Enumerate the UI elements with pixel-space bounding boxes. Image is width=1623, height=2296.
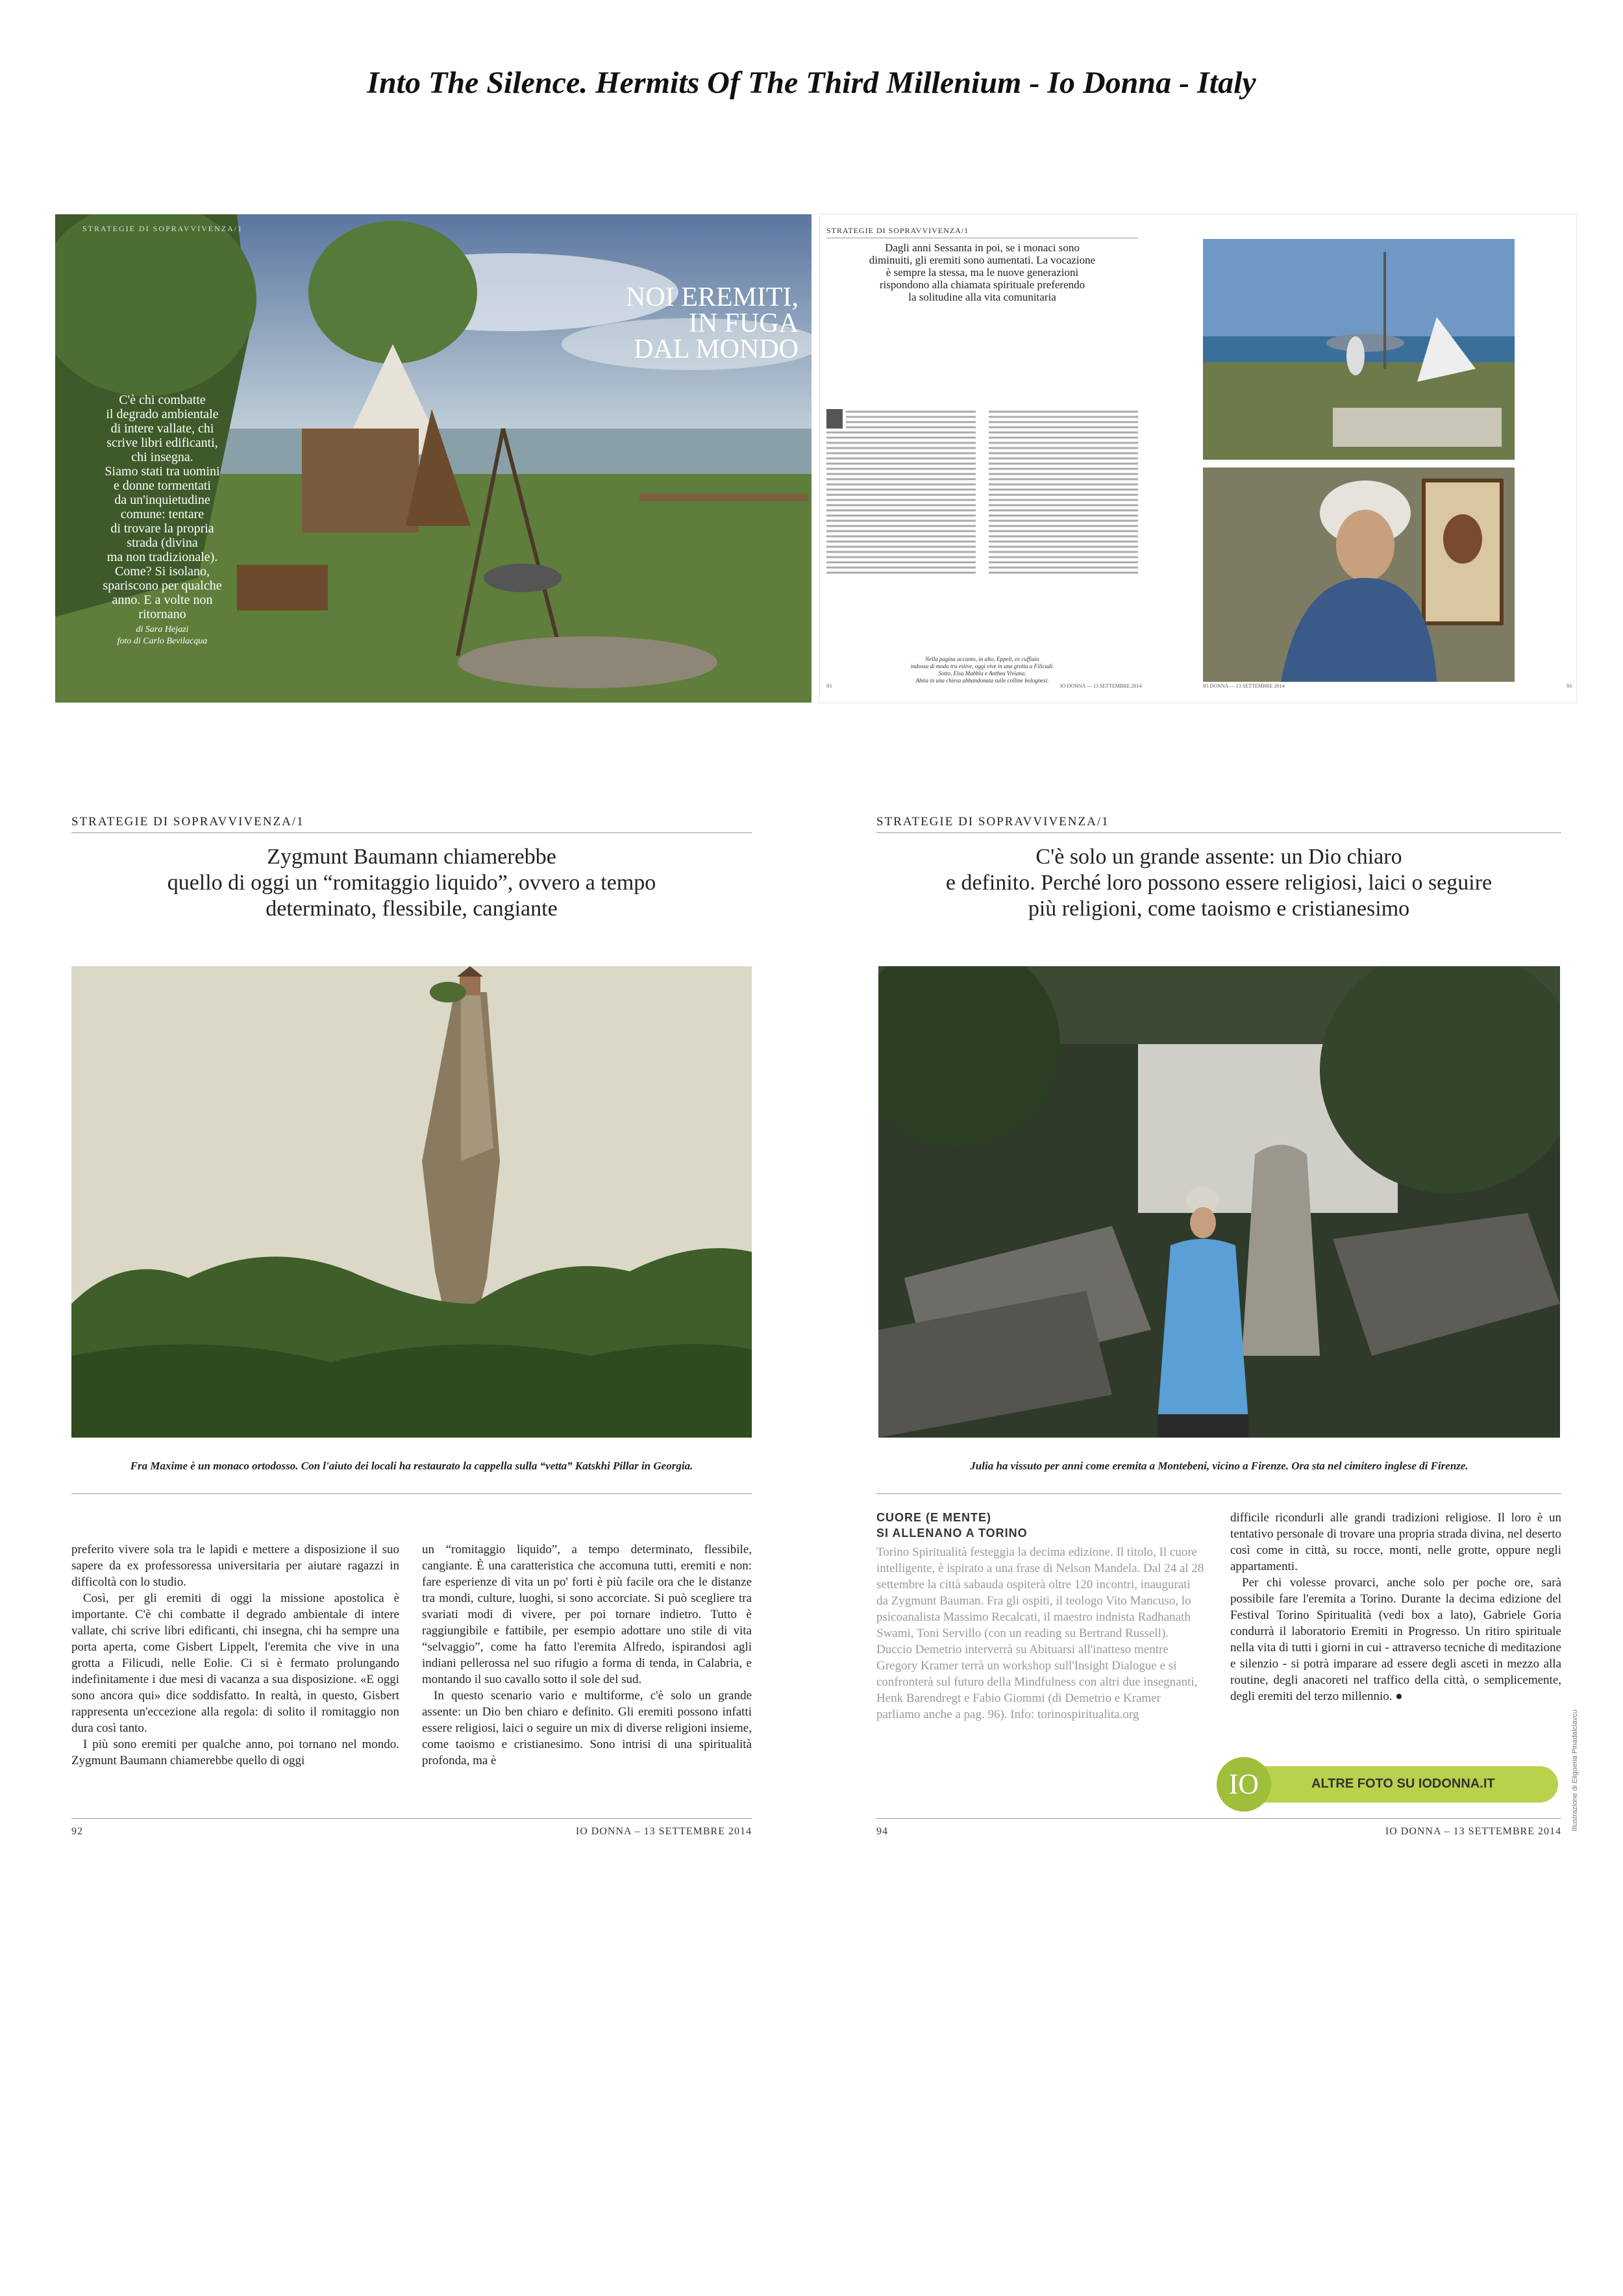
quote-line: rispondono alla chiamata spirituale preferendo [879, 279, 1085, 291]
spread-intro-line: il degrado ambientale [106, 407, 219, 421]
spread-right-quote [846, 242, 1119, 303]
io-donna-logo: IO [1217, 1757, 1271, 1812]
spread-folio: IO DONNA — 13 SETTEMBRE 2014 [1060, 683, 1142, 689]
caption-line: Abita in una chiesa abbandonata sulle colline bolognesi. [915, 677, 1049, 684]
quote-line: quello di oggi un “romitaggio liquido”, ovvero a tempo [167, 871, 656, 895]
more-photos-badge[interactable] [1220, 1766, 1558, 1803]
spread-intro-line: da un'inquietudine [114, 493, 210, 507]
divider [876, 1818, 1561, 1819]
divider [71, 1493, 752, 1494]
quote-line: diminuiti, gli eremiti sono aumentati. La vocazione [869, 254, 1096, 266]
spread-headline-line: DAL MONDO [634, 334, 799, 364]
spread-left-photo [55, 214, 812, 703]
quote-line: Zygmunt Baumann chiamerebbe [267, 845, 556, 869]
spread-intro-line: ritornano [138, 607, 186, 621]
quote-line: determinato, flessibile, cangiante [266, 897, 558, 921]
more-photos-label: ALTRE FOTO SU IODONNA.IT [1311, 1777, 1495, 1791]
spread-right-kicker: STRATEGIE DI SOPRAVVIVENZA/1 [826, 226, 969, 235]
paragraph: preferito vivere sola tra le lapidi e mettere a disposizione il suo sapere da ex professoressa universitaria per aiutare ragazzi in difficoltà con lo studio. [71, 1543, 399, 1589]
spread-kicker: STRATEGIE DI SOPRAVVIVENZA/1 [82, 224, 243, 233]
spread-headline [578, 284, 799, 362]
spread-intro-line: Siamo stati tra uomini [105, 464, 220, 479]
right-page-quote [876, 844, 1561, 922]
spread-intro-line: anno. E a volte non [112, 593, 213, 607]
divider [71, 832, 752, 833]
spread-right-page [820, 214, 1576, 703]
spread-intro-line: C'è chi combatte [119, 393, 206, 407]
spread-intro-line: di trovare la propria [110, 521, 214, 536]
quote-line: la solitudine alla vita comunitaria [908, 291, 1056, 303]
spread-intro-line: chi insegna. [131, 450, 193, 464]
spread-right-caption [885, 656, 1080, 684]
spread-intro-line: di intere vallate, chi [110, 421, 214, 436]
left-page-col2 [422, 1541, 752, 1769]
spread-headline-line: NOI EREMITI, [626, 282, 799, 312]
sidebar-box-title [876, 1510, 1201, 1541]
photo-katskhi-pillar [71, 966, 752, 1438]
divider [876, 832, 1561, 833]
left-page-quote [71, 844, 752, 922]
box-title-line: CUORE (E MENTE) [876, 1511, 991, 1524]
photo-filicudi [1203, 239, 1515, 460]
photo-anthea [1203, 468, 1515, 682]
spread-byline: di Sara Hejazi [136, 625, 189, 634]
caption-line: indossa di modo tra estive, oggi vive in una grotta a Filicudi. [910, 663, 1054, 669]
left-page-col1 [71, 1541, 399, 1769]
spread-photo-credit: foto di Carlo Bevilacqua [117, 636, 208, 646]
spread-folio: 93 [1567, 683, 1572, 689]
caption-line: Nella pagina accanto, in alto, Eppelt, ex cuffiaio [925, 656, 1039, 662]
paragraph: In questo scenario vario e multiforme, c'è solo un grande assente: un Dio ben chiaro e definito. Gli eremiti possono infatti essere religiosi, laici o seguire un mix di diverse religioni insieme, come taoismo e cristianesimo. Sono intrisi di una spiritualità profonda, ma è [422, 1689, 752, 1767]
quote-line: più religioni, come taoismo e cristianesimo [1028, 897, 1410, 921]
box-title-line: SI ALLENANO A TORINO [876, 1527, 1028, 1540]
quote-line: e definito. Perché loro possono essere religiosi, laici o seguire [945, 871, 1493, 895]
spread-body-columns [826, 409, 1138, 630]
paragraph: difficile ricondurli alle grandi tradizioni religiose. Il loro è un tentativo personale di trovare una propria strada divina, nel deserto così come in città, su rocce, monti, nelle grotte, oppure negli appartamenti. [1230, 1511, 1561, 1573]
right-page-col [1230, 1510, 1561, 1704]
spread-intro-line: ma non tradizionale). [106, 550, 218, 564]
spread-intro-line: comune: tentare [120, 507, 204, 521]
right-page-folio-text: IO DONNA – 13 SETTEMBRE 2014 [1385, 1826, 1561, 1837]
page-title: Into The Silence. Hermits Of The Third Millenium - Io Donna - Italy [367, 66, 1256, 100]
caption-line: Sotto, Elsa Mabbla e Anthea Viviana. [938, 670, 1026, 677]
spread-intro-line: e donne tormentati [114, 479, 211, 493]
quote-line: Dagli anni Sessanta in poi, se i monaci sono [885, 242, 1080, 254]
spread-intro-line: Come? Si isolano, [114, 564, 210, 579]
spread-headline-line: IN FUGA [688, 308, 799, 338]
quote-line: è sempre la stessa, ma le nuove generazioni [886, 266, 1079, 279]
paragraph: Per chi volesse provarci, anche solo per poche ore, sarà possibile fare l'eremita a Torino. Durante la decima edizione del Festival Torino Spiritualità (vedi box a lato), Gabriele Goria condurrà il laboratorio Eremiti in Progresso. Un ritiro spirituale nella vita di tutti i giorni in cui - attraverso tecniche di meditazione e silenzio - si potrà imparare ad essere degli asceti in mezzo alla routine, degli anacoreti nel traffico della città, o semplicemente, degli eremiti del terzo millennio. ● [1230, 1576, 1561, 1703]
photo-english-cemetery [878, 966, 1560, 1438]
paragraph: Così, per gli eremiti di oggi la missione apostolica è importante. C'è chi combatte il degrado ambientale di intere vallate, chi scrive libri edificanti, chi insegna, chi ha sempre una porta aperta, come Gisbert Lippelt, l'eremita che vive in una grotta a Filicudi, nelle Eolie. Ci si è fermato prolungando indefinitamente i due mesi di vacanza a sua disposizione. «E oggi sono ancora qui» dice soddisfatto. In realtà, in questo, Gisbert rappresenta un'eccezione alla regola: di solito il romitaggio non dura così tanto. [71, 1591, 399, 1735]
spread-folio: IO DONNA — 13 SETTEMBRE 2014 [1203, 683, 1285, 689]
right-page-folio-number: 94 [876, 1826, 888, 1837]
left-page-caption: Fra Maxime è un monaco ortodosso. Con l'aiuto dei locali ha restaurato la cappella sulla “vetta” Katskhi Pillar in Georgia. [130, 1460, 693, 1472]
spread-folio: 93 [826, 683, 832, 689]
spread-intro-line: scrive libri edificanti, [106, 436, 218, 450]
right-page-caption: Julia ha vissuto per anni come eremita a Montebeni, vicino a Firenze. Ora sta nel cimitero inglese di Firenze. [970, 1460, 1468, 1472]
spread-intro [88, 393, 237, 647]
divider [876, 1493, 1561, 1494]
spread-intro-line: spariscono per qualche [103, 579, 222, 593]
paragraph: un “romitaggio liquido”, a tempo determinato, flessibile, cangiante. È una caratteristica che accomuna tutti, eremiti e non: fare esperienze di vita un po' forti è più facile ora che le distanze tra mondi, culture, luoghi, si sono accorciate. Si può scegliere tra svariati modi di vivere, per poi tornare indietro. Tutto è raggiungibile e fattibile, per esempio adottare uno stile di vita “selvaggio”, come ha fatto l'eremita Alfredo, ispirandosi agli indiani pellerossa nel suo rifugio a forma di tenda, in Calabria, e montando il suo cavallo sotto il sole del sud. [422, 1543, 752, 1686]
divider [71, 1818, 752, 1819]
left-page-kicker: STRATEGIE DI SOPRAVVIVENZA/1 [71, 815, 304, 829]
sidebar-box-body: Torino Spiritualità festeggia la decima edizione. Il titolo, Il cuore intelligente, è ispirato a una frase di Nelson Mandela. Dal 24 al 28 settembre la città sabauda ospiterà oltre 120 incontri, inaugurati da Zygmunt Bauman. Fra gli ospiti, il teologo Vito Mancuso, lo psicoanalista Massimo Recalcati, il maestro indnista Radhanath Swami, Toni Servillo (con un reading su Bertrand Russell). Duccio Demetrio interverrà su Abituarsi all'inatteso mentre Gregory Kramer terrà un workshop sull'Insight Dialogue e si confronterà sul futuro della Mindfulness con altri due insegnanti, Henk Barendregt e Fabio Giommi (di Demetrio e Kramer parliamo anche a pag. 96). Info: torinospiritualita.org [876, 1545, 1204, 1721]
right-page-kicker: STRATEGIE DI SOPRAVVIVENZA/1 [876, 815, 1109, 829]
left-page-folio-text: IO DONNA – 13 SETTEMBRE 2014 [575, 1826, 752, 1837]
paragraph: I più sono eremiti per qualche anno, poi tornano nel mondo. Zygmunt Baumann chiamerebbe quello di oggi [71, 1738, 399, 1767]
quote-line: C'è solo un grande assente: un Dio chiaro [1035, 845, 1402, 869]
spread-intro-line: strada (divina [127, 536, 198, 550]
photo-credit: Illustrazione di Eligoeria Pinadalciavcu [1571, 1709, 1579, 1831]
left-page-folio-number: 92 [71, 1826, 83, 1837]
